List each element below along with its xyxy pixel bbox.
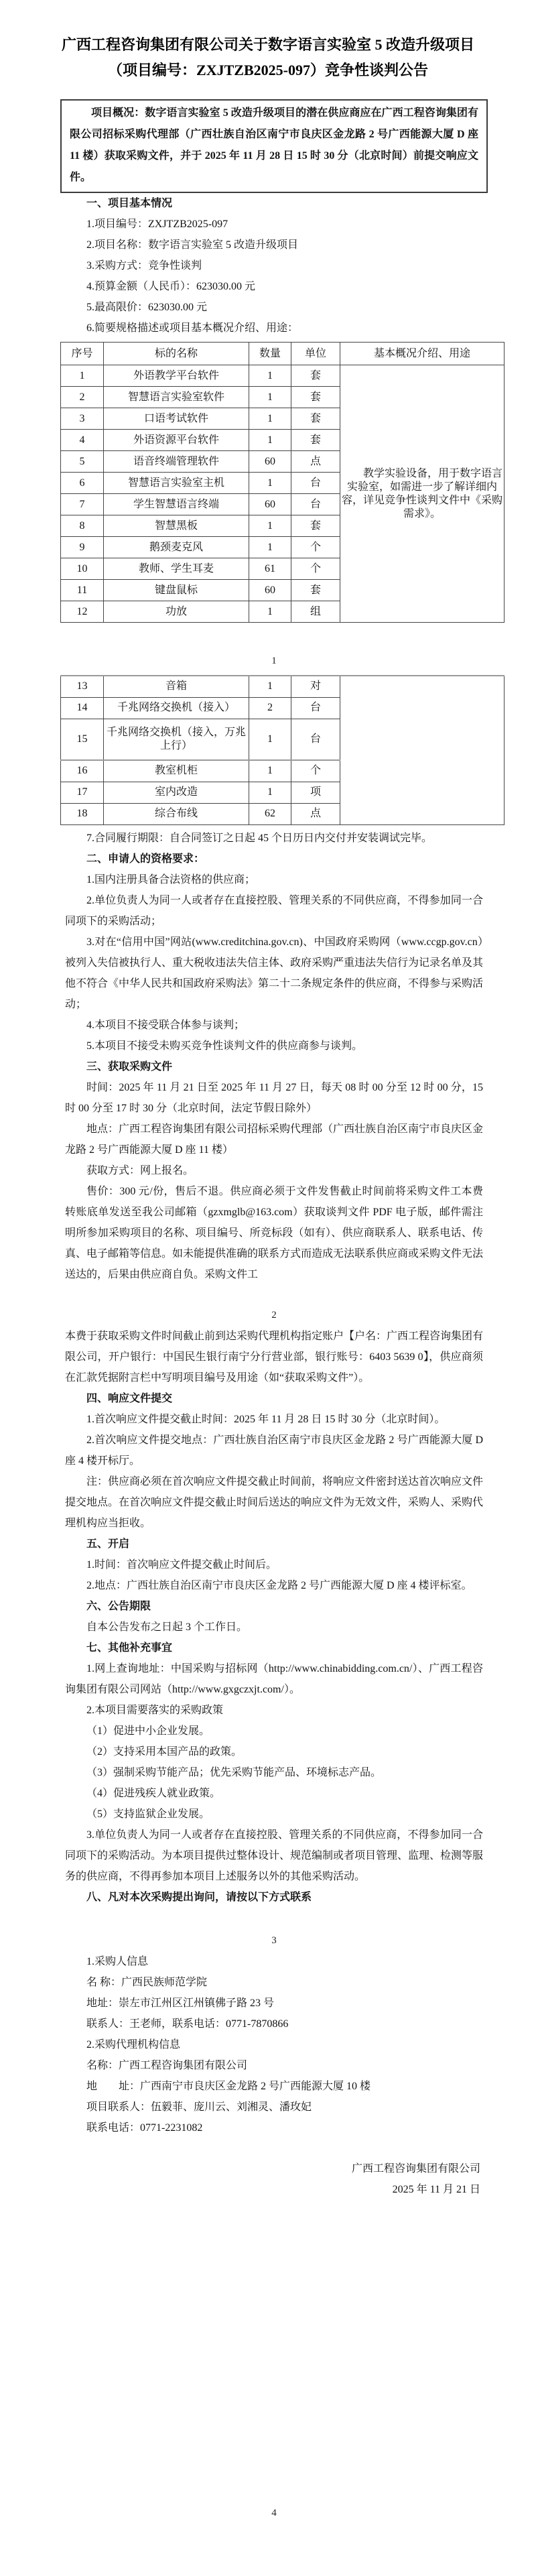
doc-time-line: 时间：2025 年 11 月 21 日至 2025 年 11 月 27 日，每天 08 时 00 分至 12 时 00 分，15 时 00 分至 17 时 30 分（北京时间，法定节假日除外） bbox=[65, 1081, 483, 1114]
signature-date: 2025 年 11 月 21 日 bbox=[392, 2183, 480, 2195]
page-title bbox=[0, 0, 536, 83]
cell-no: 16 bbox=[61, 760, 104, 782]
table-row bbox=[61, 676, 505, 697]
items-table-part-1 bbox=[60, 342, 505, 623]
cell-no: 13 bbox=[61, 676, 104, 697]
page-number-3: 3 bbox=[271, 1935, 277, 1946]
doc-price-line-continued: 本费于获取采购文件时间截止前到达采购代理机构指定账户【户名：广西工程咨询集团有限公司，开户银行：中国民生银行南宁分行营业部，银行账号：6403 5639 0】，供应商须在汇款凭据附言栏中写明项目编号及用途（如“获取采购文件”）。 bbox=[65, 1330, 484, 1384]
cell-name: 鹅颈麦克风 bbox=[104, 537, 249, 558]
section-5-heading: 五、开启 bbox=[86, 1538, 130, 1550]
cell-no: 10 bbox=[61, 558, 104, 580]
cell-qty: 61 bbox=[249, 558, 291, 580]
cell-name: 千兆网络交换机（接入） bbox=[104, 697, 249, 719]
cell-qty: 1 bbox=[249, 760, 291, 782]
col-header-name: 标的名称 bbox=[104, 343, 249, 365]
page-number-1: 1 bbox=[271, 656, 277, 666]
cell-unit: 点 bbox=[291, 451, 340, 473]
table-row bbox=[61, 365, 505, 387]
cell-qty: 1 bbox=[249, 473, 291, 494]
policy-item: （4）促进残疾人就业政策。 bbox=[86, 1787, 221, 1799]
cell-unit: 个 bbox=[291, 760, 340, 782]
section-4-heading: 四、响应文件提交 bbox=[86, 1392, 173, 1404]
spec-intro-line: 6.简要规格描述或项目基本概况介绍、用途： bbox=[86, 322, 299, 334]
agency-info-heading: 2.采购代理机构信息 bbox=[86, 2038, 181, 2050]
cell-qty: 1 bbox=[249, 719, 291, 760]
table-note-cell-empty bbox=[340, 676, 505, 824]
signature-block bbox=[65, 2158, 483, 2200]
cell-unit: 台 bbox=[291, 494, 340, 515]
cell-no: 2 bbox=[61, 387, 104, 408]
cell-no: 8 bbox=[61, 515, 104, 537]
doc-place-line: 地点：广西工程咨询集团有限公司招标采购代理部（广西壮族自治区南宁市良庆区金龙路 2 号广西能源大厦 D 座 11 楼） bbox=[65, 1123, 484, 1156]
cell-name: 音箱 bbox=[104, 676, 249, 697]
cell-no: 9 bbox=[61, 537, 104, 558]
col-header-desc: 基本概况介绍、用途 bbox=[340, 343, 505, 365]
contract-period-line: 7.合同履行期限：自合同签订之日起 45 个日历日内交付并安装调试完毕。 bbox=[86, 832, 433, 844]
submission-note-line: 注：供应商必须在首次响应文件提交截止时间前，将响应文件密封送达首次响应文件提交地点。在首次响应文件提交截止时间后送达的响应文件为无效文件，采购人、采购代理机构应当拒收。 bbox=[65, 1475, 484, 1529]
online-query-line: 1.网上查询地址：中国采购与招标网（http://www.chinabidding.com.cn/）、广西工程咨询集团有限公司网站（http://www.gxgczxjt.com/）。 bbox=[65, 1662, 483, 1695]
agency-address-line: 地 址：广西南宁市良庆区金龙路 2 号广西能源大厦 10 楼 bbox=[86, 2080, 371, 2092]
cell-no: 7 bbox=[61, 494, 104, 515]
submission-deadline-line: 1.首次响应文件提交截止时间：2025 年 11 月 28 日 15 时 30 分（北京时间）。 bbox=[86, 1413, 446, 1425]
cell-name: 功放 bbox=[104, 601, 249, 623]
purchaser-info-heading: 1.采购人信息 bbox=[86, 1955, 149, 1967]
cell-qty: 1 bbox=[249, 676, 291, 697]
cell-qty: 1 bbox=[249, 365, 291, 387]
project-overview-text: 项目概况：数字语言实验室 5 改造升级项目的潜在供应商应在广西工程咨询集团有限公司招标采购代理部（广西壮族自治区南宁市良庆区金龙路 2 号广西能源大厦 D 座 11 楼）获取采购文件，并于 2025 年 11 月 28 日 15 时 30 分（北京时间）前提交响应文件。 bbox=[70, 107, 478, 183]
cell-unit: 套 bbox=[291, 580, 340, 601]
document-body bbox=[65, 99, 503, 2524]
cell-unit: 台 bbox=[291, 719, 340, 760]
col-header-qty: 数量 bbox=[249, 343, 291, 365]
purchaser-address-line: 地址：崇左市江州区江州镇佛子路 23 号 bbox=[86, 1997, 275, 2009]
signature-org: 广西工程咨询集团有限公司 bbox=[351, 2162, 480, 2174]
cell-qty: 60 bbox=[249, 580, 291, 601]
table-header-row bbox=[61, 343, 505, 365]
section-1-heading: 一、项目基本情况 bbox=[86, 198, 173, 209]
cell-unit: 项 bbox=[291, 782, 340, 803]
cell-qty: 1 bbox=[249, 408, 291, 430]
purchaser-name-line: 名 称：广西民族师范学院 bbox=[86, 1976, 208, 1988]
cell-unit: 台 bbox=[291, 697, 340, 719]
cell-no: 11 bbox=[61, 580, 104, 601]
page-number-2: 2 bbox=[271, 1309, 277, 1321]
policy-item: （5）支持监狱企业发展。 bbox=[86, 1808, 210, 1820]
cell-qty: 1 bbox=[249, 515, 291, 537]
policy-item: （1）促进中小企业发展。 bbox=[86, 1725, 210, 1737]
table-note-cell: 教学实验设备，用于数字语言实验室，如需进一步了解详细内容，详见竞争性谈判文件中《采购需求》。 bbox=[340, 365, 505, 623]
section-6-heading: 六、公告期限 bbox=[86, 1600, 151, 1612]
project-number-line: 1.项目编号：ZXJTZB2025-097 bbox=[86, 219, 228, 230]
cell-name: 键盘鼠标 bbox=[104, 580, 249, 601]
cell-no: 4 bbox=[61, 430, 104, 451]
cell-name: 智慧语言实验室软件 bbox=[104, 387, 249, 408]
doc-price-line: 售价：300 元/份，售后不退。供应商必须于文件发售截止时间前将采购文件工本费转账底单发送至我公司邮箱（gzxmglb@163.com）获取谈判文件 PDF 电子版，邮件需注明所参加采购项目的名称、项目编号、所竞标段（如有）、供应商联系人、联系电话、传真、电子邮箱等信息。如未能提供准确的联系方式而造成无法联系供应商或采购文件无法送达的，后果由供应商自负。采购文件工 bbox=[65, 1185, 484, 1280]
project-overview-box bbox=[60, 99, 488, 193]
cell-unit: 套 bbox=[291, 430, 340, 451]
cell-name: 外语教学平台软件 bbox=[104, 365, 249, 387]
submission-place-line: 2.首次响应文件提交地点：广西壮族自治区南宁市良庆区金龙路 2 号广西能源大厦 D 座 4 楼开标厅。 bbox=[65, 1434, 483, 1467]
col-header-no: 序号 bbox=[61, 343, 104, 365]
cell-unit: 套 bbox=[291, 515, 340, 537]
opening-time-line: 1.时间：首次响应文件提交截止时间后。 bbox=[86, 1558, 277, 1571]
qualification-item: 5.本项目不接受未购买竞争性谈判文件的供应商参与谈判。 bbox=[86, 1040, 363, 1052]
cell-name: 教室机柜 bbox=[104, 760, 249, 782]
price-cap-line: 5.最高限价：623030.00 元 bbox=[86, 302, 208, 313]
cell-name: 口语考试软件 bbox=[104, 408, 249, 430]
policy-item: （3）强制采购节能产品；优先采购节能产品、环境标志产品。 bbox=[86, 1766, 382, 1778]
cell-unit: 套 bbox=[291, 365, 340, 387]
cell-no: 18 bbox=[61, 803, 104, 824]
section-3-heading: 三、获取采购文件 bbox=[86, 1060, 173, 1072]
cell-name: 外语资源平台软件 bbox=[104, 430, 249, 451]
section-7-heading: 七、其他补充事宜 bbox=[86, 1642, 173, 1654]
items-table-part-2 bbox=[60, 675, 505, 825]
cell-qty: 1 bbox=[249, 430, 291, 451]
cell-unit: 个 bbox=[291, 537, 340, 558]
title-line-1: 广西工程咨询集团有限公司关于数字语言实验室 5 改造升级项目 bbox=[61, 36, 474, 53]
cell-no: 15 bbox=[61, 719, 104, 760]
cell-unit: 套 bbox=[291, 387, 340, 408]
cell-name: 智慧语言实验室主机 bbox=[104, 473, 249, 494]
policy-intro-line: 2.本项目需要落实的采购政策 bbox=[86, 1704, 224, 1716]
col-header-unit: 单位 bbox=[291, 343, 340, 365]
cell-name: 教师、学生耳麦 bbox=[104, 558, 249, 580]
cell-unit: 组 bbox=[291, 601, 340, 623]
cell-no: 1 bbox=[61, 365, 104, 387]
cell-no: 14 bbox=[61, 697, 104, 719]
cell-qty: 60 bbox=[249, 451, 291, 473]
cell-name: 千兆网络交换机（接入，万兆上行） bbox=[104, 719, 249, 760]
agency-phone-line: 联系电话：0771-2231082 bbox=[86, 2122, 203, 2134]
agency-name-line: 名称：广西工程咨询集团有限公司 bbox=[86, 2059, 248, 2071]
project-name-line: 2.项目名称：数字语言实验室 5 改造升级项目 bbox=[86, 239, 299, 251]
cell-no: 12 bbox=[61, 601, 104, 623]
doc-method-line: 获取方式：网上报名。 bbox=[86, 1164, 194, 1176]
agency-contacts-line: 项目联系人：伍毅菲、庞川云、刘湘灵、潘玫妃 bbox=[86, 2101, 312, 2113]
purchaser-contact-line: 联系人：王老师，联系电话：0771-7870866 bbox=[86, 2018, 289, 2030]
cell-qty: 1 bbox=[249, 601, 291, 623]
cell-qty: 62 bbox=[249, 803, 291, 824]
cell-unit: 套 bbox=[291, 408, 340, 430]
cell-qty: 1 bbox=[249, 387, 291, 408]
qualification-item: 2.单位负责人为同一人或者存在直接控股、管理关系的不同供应商，不得参加同一合同项下的采购活动； bbox=[65, 894, 483, 927]
opening-place-line: 2.地点：广西壮族自治区南宁市良庆区金龙路 2 号广西能源大厦 D 座 4 楼评标室。 bbox=[86, 1579, 472, 1591]
qualification-item: 1.国内注册具备合法资格的供应商； bbox=[86, 873, 256, 885]
procurement-method-line: 3.采购方式：竞争性谈判 bbox=[86, 260, 202, 271]
cell-unit: 个 bbox=[291, 558, 340, 580]
cell-no: 5 bbox=[61, 451, 104, 473]
announcement-period-line: 自本公告发布之日起 3 个工作日。 bbox=[86, 1621, 248, 1633]
qualification-item: 3.对在“信用中国”网站(www.creditchina.gov.cn)、中国政府采购网（www.ccgp.gov.cn）被列入失信被执行人、重大税收违法失信主体、政府采购严重违法失信行为记录名单及其他不符合《中华人民共和国政府采购法》第二十二条规定条件的供应商，不得参与采购活动； bbox=[65, 936, 484, 1010]
budget-line: 4.预算金额（人民币）：623030.00 元 bbox=[86, 281, 256, 292]
cell-name: 室内改造 bbox=[104, 782, 249, 803]
policy-item: （2）支持采用本国产品的政策。 bbox=[86, 1745, 243, 1758]
section-8-heading: 八、凡对本次采购提出询问，请按以下方式联系 bbox=[86, 1891, 312, 1903]
cell-unit: 台 bbox=[291, 473, 340, 494]
cell-no: 6 bbox=[61, 473, 104, 494]
page-number-4: 4 bbox=[271, 2507, 277, 2518]
cell-no: 3 bbox=[61, 408, 104, 430]
cell-qty: 2 bbox=[249, 697, 291, 719]
section-2-heading: 二、申请人的资格要求： bbox=[86, 853, 205, 865]
cell-name: 智慧黑板 bbox=[104, 515, 249, 537]
cell-unit: 点 bbox=[291, 803, 340, 824]
cell-unit: 对 bbox=[291, 676, 340, 697]
same-person-rule-line: 3.单位负责人为同一人或者存在直接控股、管理关系的不同供应商，不得参加同一合同项下的采购活动。为本项目提供过整体设计、规范编制或者项目管理、监理、检测等服务的供应商，不得再参加本项目上述服务以外的其他采购活动。 bbox=[65, 1829, 484, 1882]
cell-name: 综合布线 bbox=[104, 803, 249, 824]
cell-qty: 1 bbox=[249, 782, 291, 803]
cell-name: 语音终端管理软件 bbox=[104, 451, 249, 473]
qualification-item: 4.本项目不接受联合体参与谈判； bbox=[86, 1019, 245, 1031]
cell-name: 学生智慧语言终端 bbox=[104, 494, 249, 515]
cell-no: 17 bbox=[61, 782, 104, 803]
cell-qty: 1 bbox=[249, 537, 291, 558]
cell-qty: 60 bbox=[249, 494, 291, 515]
title-line-2: （项目编号：ZXJTZB2025-097）竞争性谈判公告 bbox=[108, 62, 428, 78]
